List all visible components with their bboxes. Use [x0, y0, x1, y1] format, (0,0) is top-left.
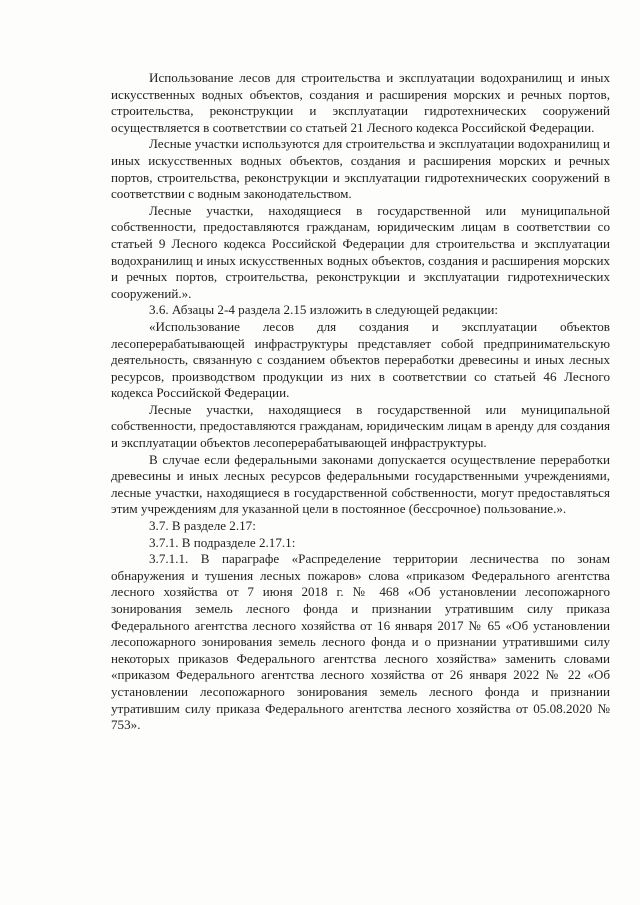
paragraph-3: Лесные участки, находящиеся в государственной или муниципальной собственности, предоставляются гражданам, юридическим лицам в соответствии со статьей 9 Лесного кодекса Российской Федерации для строительства и эксплуатации водохранилищ и иных искусственных водных объектов, создания и расширения морских и речных портов, строительства, реконструкции и эксплуатации гидротехнических сооружений.».: [111, 202, 610, 301]
paragraph-6: Лесные участки, находящиеся в государственной или муниципальной собственности, предоставляются гражданам, юридическим лицам в аренду для создания и эксплуатации объектов лесоперерабатывающей инфраструктуры.: [111, 401, 610, 451]
document-body: [111, 70, 610, 734]
paragraph-10: 3.7.1.1. В параграфе «Распределение территории лесничества по зонам обнаружения и тушения лесных пожаров» слова «приказом Федерального агентства лесного хозяйства от 7 июня 2018 г. № 468 «Об установлении лесопожарного зонирования земель лесного фонда и признании утратившим силу приказа Федерального агентства лесного хозяйства от 16 января 2017 № 65 «Об установлении лесопожарного зонирования земель лесного фонда и о признании утратившими силу некоторых приказов Федерального агентства лесного хозяйства» заменить словами «приказом Федерального агентства лесного хозяйства от 26 января 2022 № 22 «Об установлении лесопожарного зонирования земель лесного фонда и признании утратившим силу приказа Федерального агентства лесного хозяйства от 05.08.2020 № 753».: [111, 551, 610, 733]
paragraph-9: 3.7.1. В подразделе 2.17.1:: [149, 534, 296, 550]
paragraph-2: Лесные участки используются для строительства и эксплуатации водохранилищ и иных искусственных водных объектов, создания и расширения морских и речных портов, строительства, реконструкции и эксплуатации гидротехнических сооружений в соответствии с водным законодательством.: [111, 136, 610, 202]
paragraph-4: 3.6. Абзацы 2-4 раздела 2.15 изложить в следующей редакции:: [149, 302, 498, 318]
paragraph-8: 3.7. В разделе 2.17:: [149, 518, 256, 534]
paragraph-5: «Использование лесов для создания и эксплуатации объектов лесоперерабатывающей инфраструктуры представляет собой предпринимательскую деятельность, связанную с созданием объектов переработки древесины и иных лесных ресурсов, производством продукции из них в соответствии со статьей 46 Лесного кодекса Российской Федерации.: [111, 318, 610, 401]
paragraph-1: Использование лесов для строительства и эксплуатации водохранилищ и иных искусственных водных объектов, создания и расширения морских и речных портов, строительства, реконструкции и эксплуатации гидротехнических сооружений осуществляется в соответствии со статьей 21 Лесного кодекса Российской Федерации.: [111, 70, 610, 135]
paragraph-7: В случае если федеральными законами допускается осуществление переработки древесины и иных лесных ресурсов федеральными государственными учреждениями, лесные участки, находящиеся в государственной собственности, могут предоставляться этим учреждениям для указанной цели в постоянное (бессрочное) пользование.».: [111, 451, 610, 517]
